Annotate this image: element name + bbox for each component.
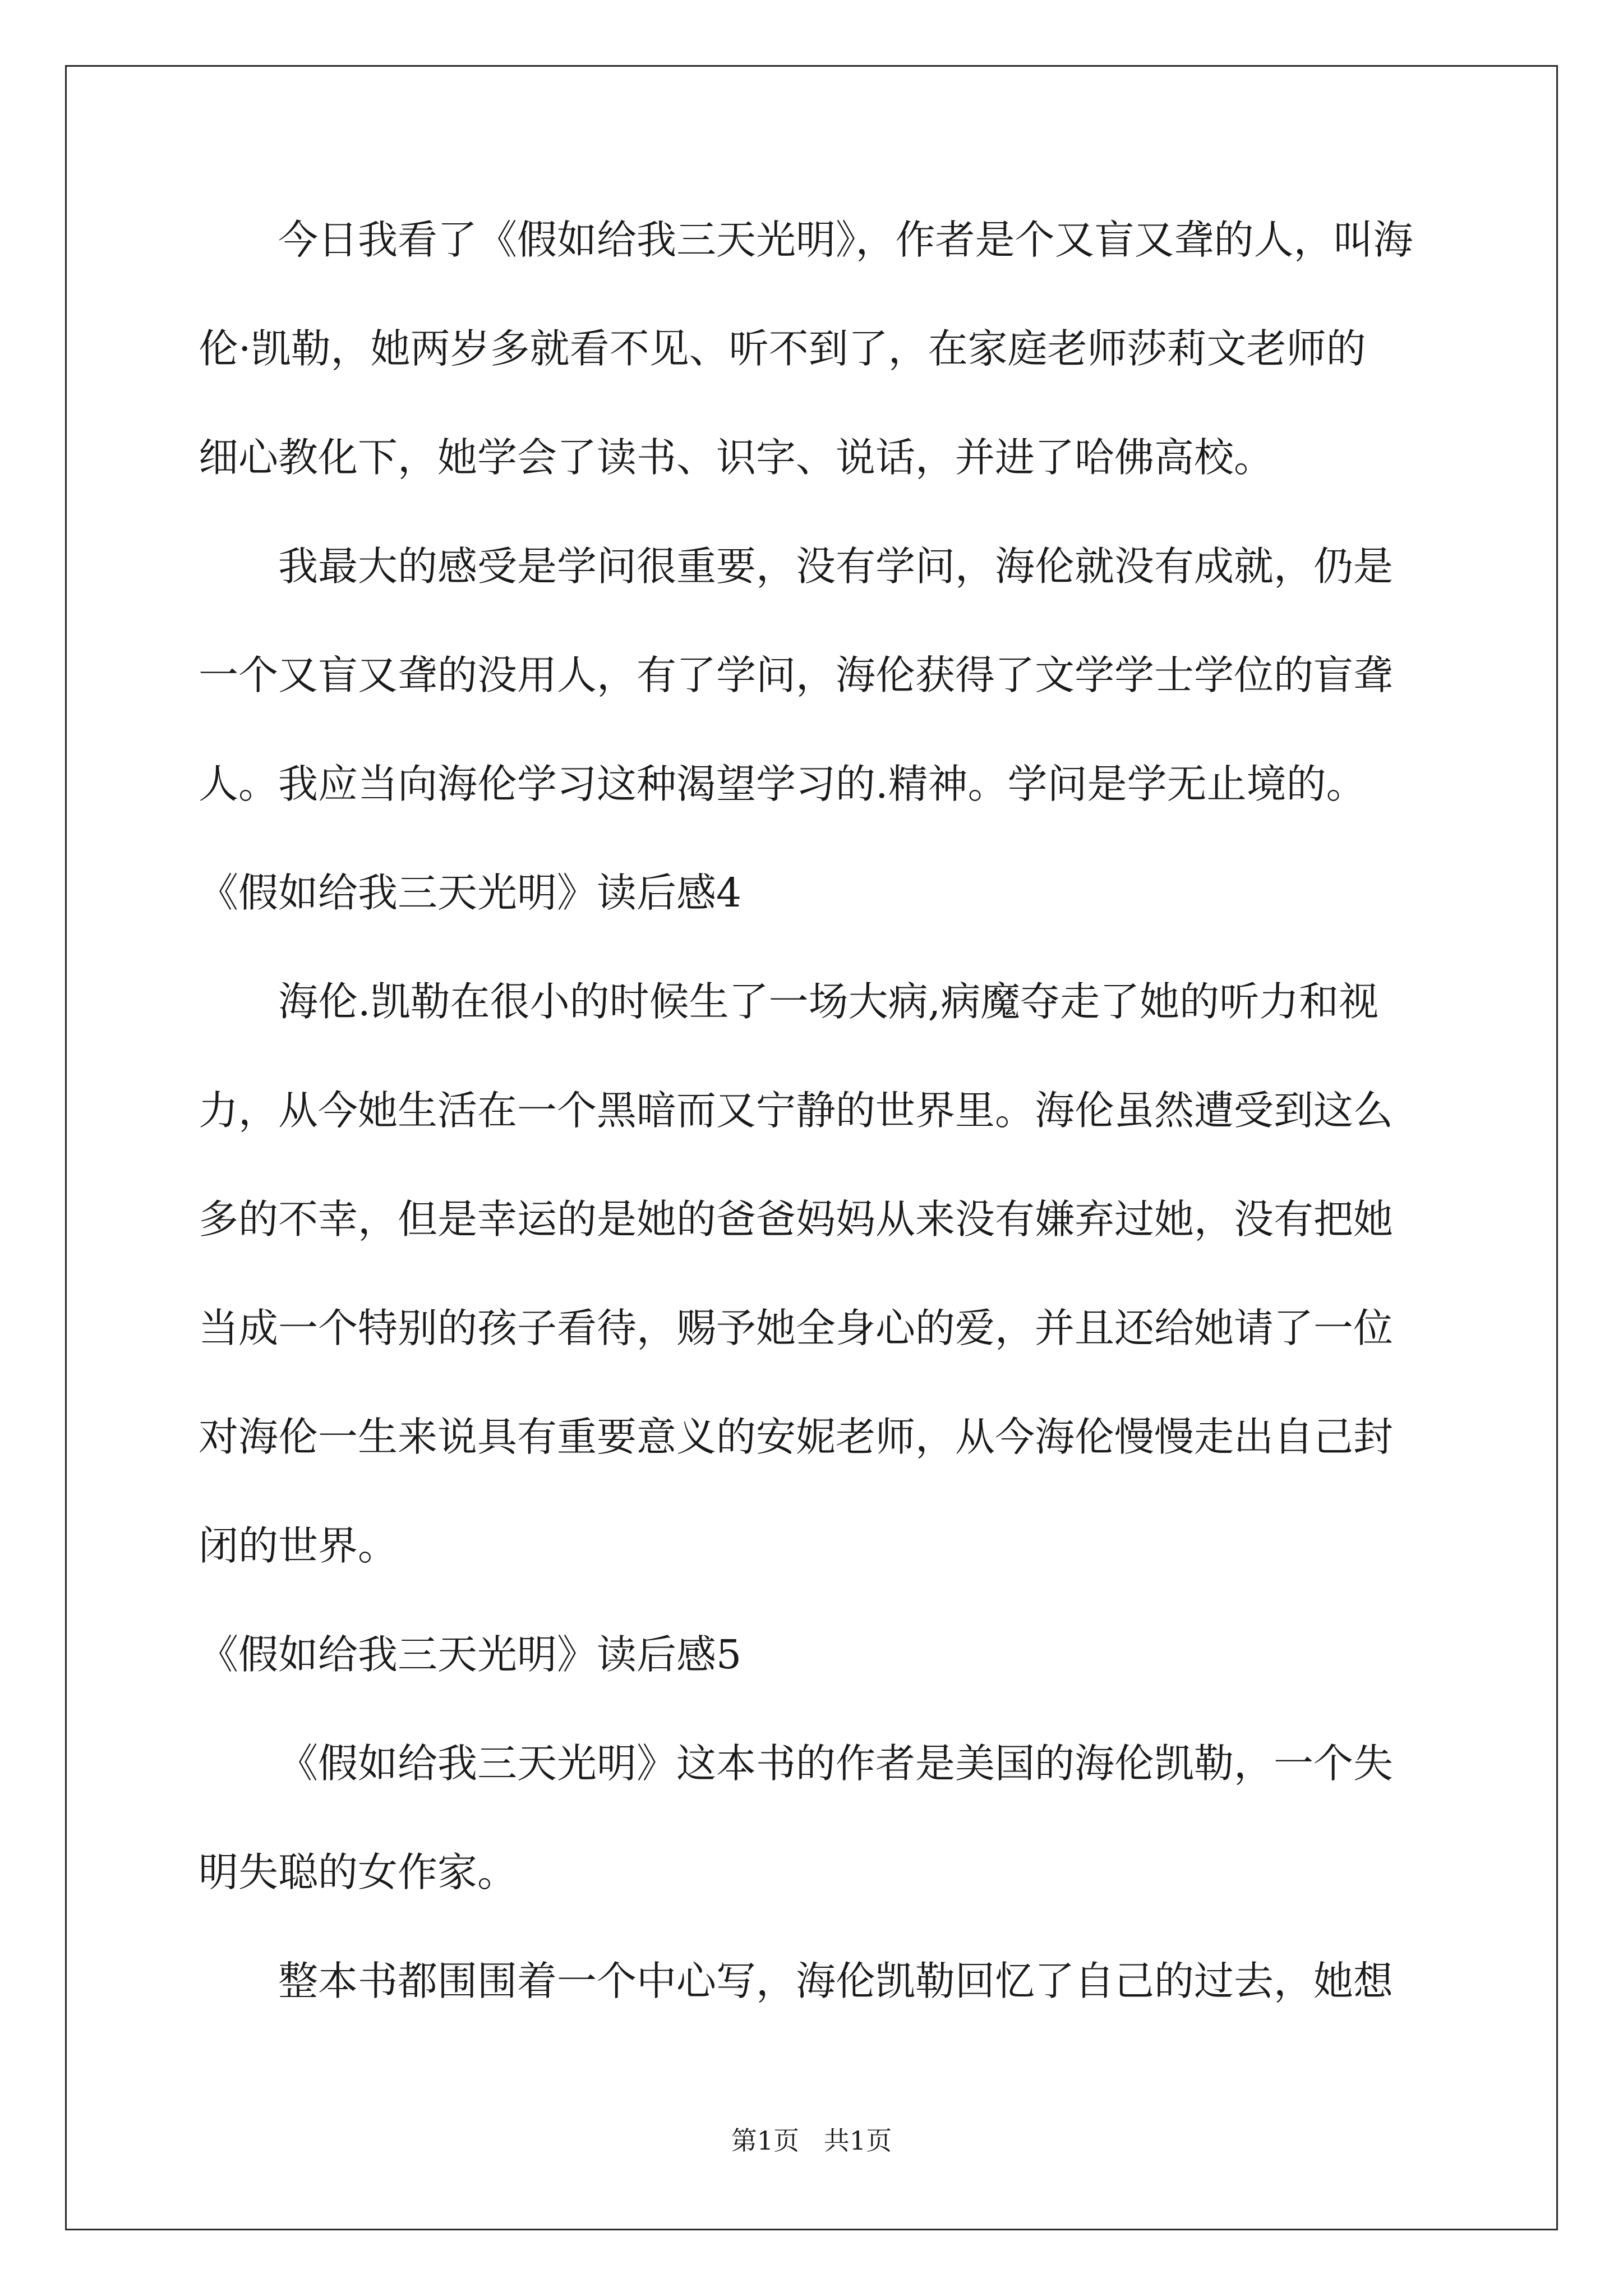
heading-text: 《假如给我三天光明》读后感5 xyxy=(199,1631,742,1678)
heading-text: 《假如给我三天光明》读后感4 xyxy=(199,869,742,916)
paragraph-line: 细心教化下，她学会了读书、识字、说话，并进了哈佛高校。 xyxy=(199,434,1274,481)
paragraph-line: 多的不幸，但是幸运的是她的爸爸妈妈从来没有嫌弃过她，没有把她 xyxy=(199,1196,1394,1243)
paragraph-line: 力，从今她生活在一个黑暗而又宁静的世界里。海伦虽然遭受到这么 xyxy=(199,1087,1394,1134)
paragraph xyxy=(199,1959,1432,2068)
paragraph-line: 我最大的感受是学问很重要，没有学问，海伦就没有成就，仍是 xyxy=(278,543,1394,590)
paragraph-line: 整本书都围围着一个中心写，海伦凯勒回忆了自己的过去，她想 xyxy=(278,1958,1394,2004)
paragraph xyxy=(199,979,1432,1632)
paragraph-line: 今日我看了《假如给我三天光明》，作者是个又盲又聋的人，叫海 xyxy=(278,217,1413,263)
paragraph-line: 伦·凯勒，她两岁多就看不见、听不到了，在家庭老师莎莉文老师的 xyxy=(199,325,1366,372)
paragraph-line: 闭的世界。 xyxy=(199,1522,398,1569)
paragraph-line: 一个又盲又聋的没用人，有了学问，海伦获得了文学学士学位的盲聋 xyxy=(199,652,1394,698)
paragraph xyxy=(199,218,1432,544)
paragraph xyxy=(199,544,1432,871)
document-body xyxy=(199,218,1432,2068)
paragraph-line: 当成一个特别的孩子看待，赐予她全身心的爱，并且还给她请了一位 xyxy=(199,1305,1394,1351)
paragraph xyxy=(199,1741,1432,1959)
page-footer: 第1页 共1页 xyxy=(731,2125,892,2156)
paragraph-line: 《假如给我三天光明》这本书的作者是美国的海伦凯勒，一个失 xyxy=(278,1740,1394,1787)
paragraph-line: 海伦.凯勒在很小的时候生了一场大病,病魔夺走了她的听力和视 xyxy=(278,978,1379,1025)
paragraph-line: 对海伦一生来说具有重要意义的安妮老师，从今海伦慢慢走出自己封 xyxy=(199,1414,1394,1460)
paragraph-line: 明失聪的女作家。 xyxy=(199,1849,518,1895)
section-heading xyxy=(199,1632,1432,1741)
paragraph-line: 人。我应当向海伦学习这种渴望学习的.精神。学问是学无止境的。 xyxy=(199,761,1366,807)
section-heading xyxy=(199,871,1432,979)
